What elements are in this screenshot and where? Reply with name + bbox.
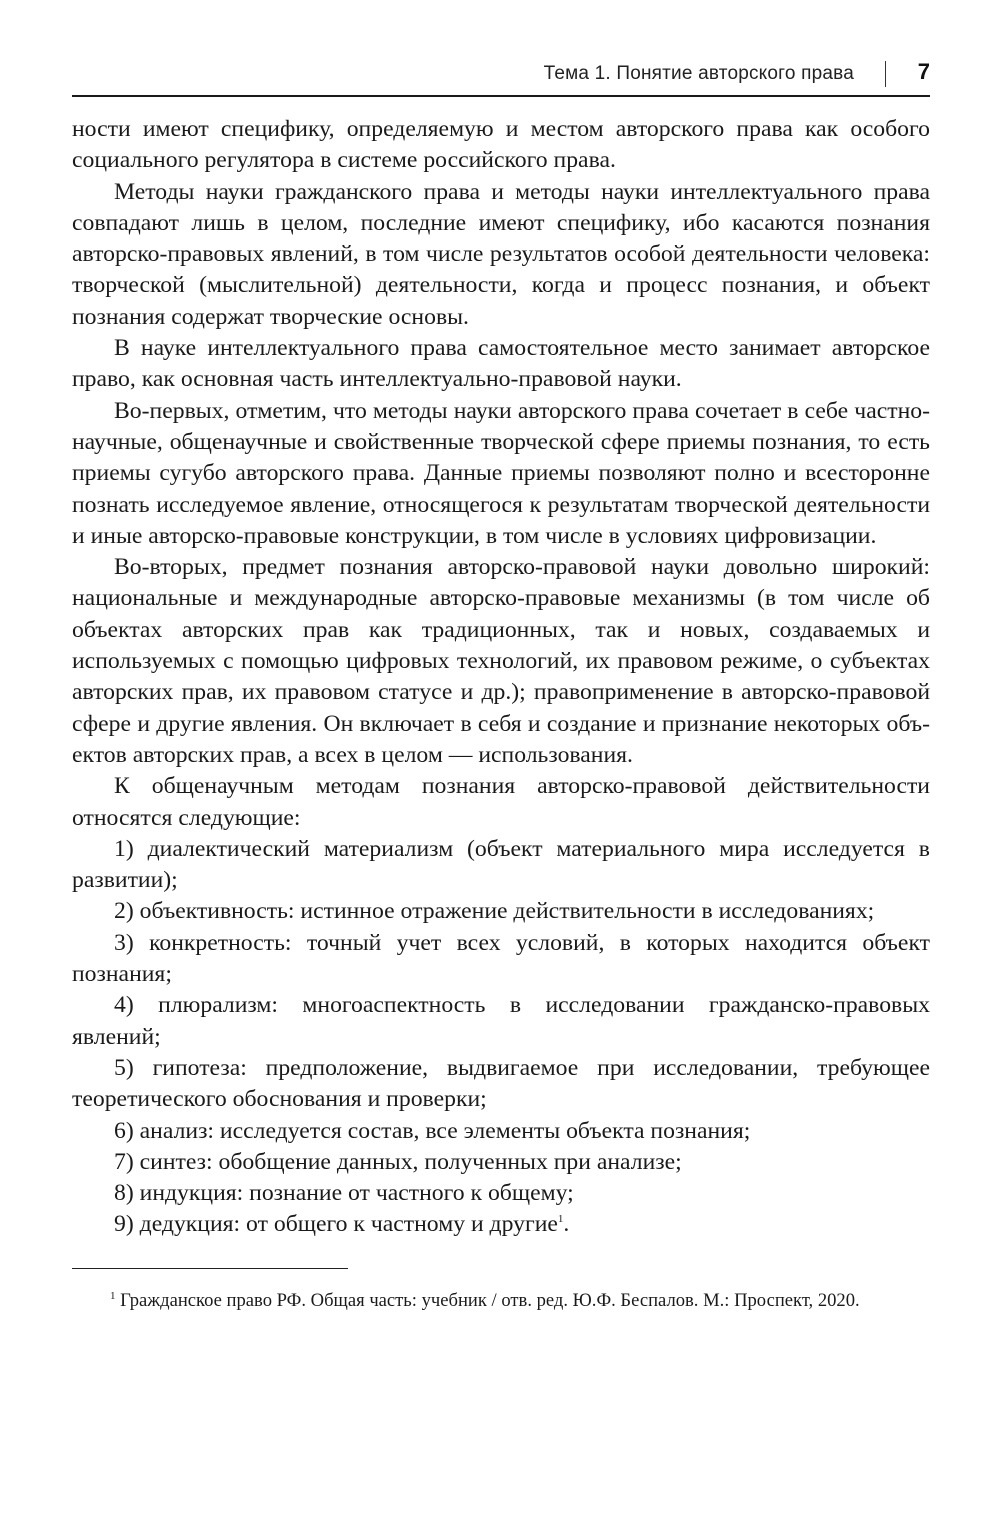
paragraph: Во-вторых, предмет познания авторско-правовой науки довольно широкий: национальные и международные авторско-правовые механизмы (в том числе об объектах авторских прав как традиционных, так и новых, создаваемых и используемых с помощью цифровых технологий, их правовом режиме, о субъектах авторских прав, их правовом статусе и др.); правоприменение в авторско-правовой сфере и другие явления. Он включает в себя и создание и признание некоторых объектов авторских прав, а всех в целом — использования. [72, 554, 930, 768]
footnote [72, 1287, 930, 1314]
paragraph: В науке интеллектуального права самостоятельное место занимает авторское право, как основная часть интеллектуально-правовой науки. [72, 335, 930, 393]
paragraph: Методы науки гражданского права и методы науки интеллектуального права совпадают лишь в целом, последние имеют специфику, ибо касаются познания авторско-правовых явлений, в том числе результатов особой деятельности человека: творческой (мыслительной) деятельности, когда и процесс познания, и объект познания содержат творческие основы. [72, 178, 930, 330]
footnote-divider [72, 1268, 348, 1270]
header-separator [885, 61, 887, 87]
list-item-text: 9) дедукция: от общего к частному и другие [114, 1211, 558, 1238]
list-item: 6) анализ: исследуется состав, все элементы объекта познания; [114, 1117, 751, 1144]
running-title: Тема 1. Понятие авторского права [543, 63, 854, 84]
list-item: 7) синтез: обобщение данных, полученных при анализе; [114, 1148, 682, 1175]
list-item: 1) диалектический материализм (объект материального мира исследуется в развитии); [72, 835, 930, 894]
body-text [72, 114, 930, 1241]
list-item-last [72, 1209, 930, 1240]
footnote-reference[interactable]: 1 [557, 1213, 564, 1226]
list-item: 5) гипотеза: предположение, выдвигаемое при исследовании, требующее теоретического обоснования и проверки; [72, 1054, 930, 1113]
list-item: 3) конкретность: точный учет всех условий, в которых находится объект познания; [72, 929, 930, 988]
list-item: 8) индукция: познание от частного к общему; [114, 1180, 574, 1207]
page-number: 7 [917, 59, 930, 84]
running-head [72, 55, 930, 97]
list-item: 4) плюрализм: многоаспектность в исследовании гражданско-правовых явлений; [72, 992, 930, 1050]
list-item-period: . [563, 1211, 570, 1238]
footnote-text: Гражданское право РФ. Общая часть: учебник / отв. ред. Ю.Ф. Беспалов. М.: Проспект, 2020. [120, 1290, 860, 1312]
footnote-marker: 1 [110, 1290, 116, 1302]
book-page [72, 55, 930, 1333]
list-item: 2) объективность: истинное отражение действительности в исследованиях; [114, 898, 875, 925]
paragraph: К общенаучным методам познания авторско-правовой действительности относятся следующие: [72, 773, 930, 831]
paragraph: Во-первых, отметим, что методы науки авторского права сочетает в себе частно-научные, общенаучные и свойственные творческой сфере приемы познания, то есть приемы сугубо авторского права. Данные приемы позволяют полно и всесторонне познать исследуемое явление, относящегося к результатам творческой деятельности и иные авторско-правовые конструкции, в том числе в условиях цифровизации. [72, 397, 930, 549]
paragraph-continued: ности имеют специфику, определяемую и местом авторского права как особого социального регулятора в системе российского права. [72, 116, 930, 174]
